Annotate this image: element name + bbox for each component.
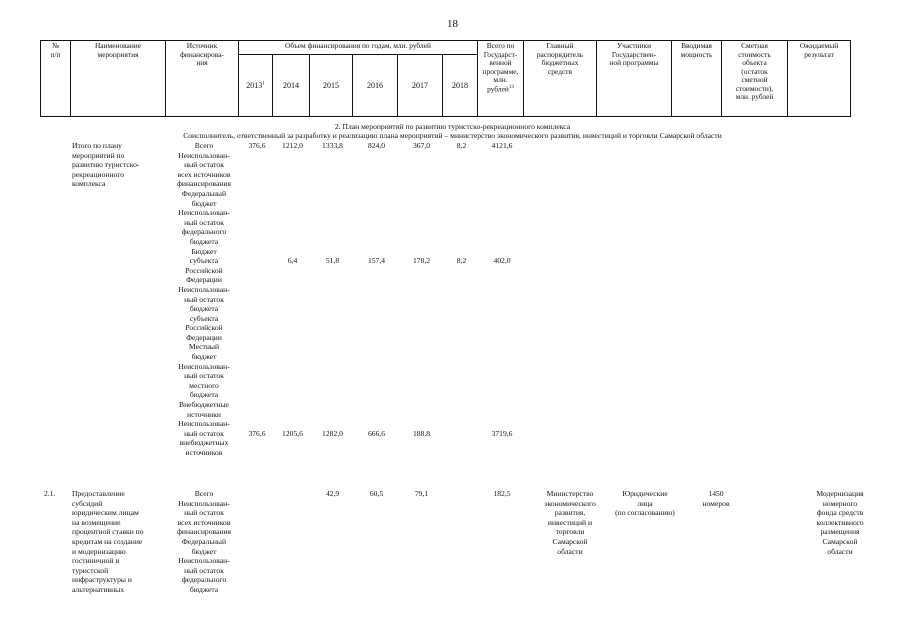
source-unused-local: Неиспользован- ный остаток местного бюджета (178, 361, 230, 400)
table-header (40, 40, 851, 117)
header-year-2017: 2017 (398, 55, 443, 117)
header-result: Ожидаемый результат (788, 41, 851, 117)
section-executor: Соисполнитель, ответственный за разработку и реализацию плана мероприятий – министерство экономического развития, инвестиций и торговли Самарской области (183, 131, 722, 140)
total-2013: 376,6 (248, 141, 266, 150)
total-2014: 1212,0 (282, 141, 303, 150)
source-extrabudget: Внебюджетные источники (179, 400, 229, 419)
header-admin: Главный распорядитель бюджетных средств (524, 41, 597, 117)
total-2017: 367,0 (412, 141, 431, 150)
total-2016: 824,0 (367, 141, 386, 150)
header-source: Источник финансирова- ния (166, 41, 239, 117)
regional-2015: 51,8 (325, 256, 340, 265)
source-unused-regional: Неиспользован- ный остаток бюджета субъекта Российской Федерации (178, 284, 230, 342)
extra-2014: 1205,6 (282, 429, 303, 438)
source-federal: Федеральный бюджет (181, 188, 227, 208)
item-2-1-num: 2.1. (44, 489, 56, 498)
total-sum: 4121,6 (491, 141, 513, 150)
item-2-1-name: Предоставление субсидий юридическим лицам на возмещение процентной ставки по кредитам на создание и модернизацию гостиничной и туристской инфраструктуры и альтернативных (72, 489, 144, 594)
header-participants: Участники Государствен- ной программы (597, 41, 672, 117)
regional-2014: 6,4 (287, 256, 298, 265)
regional-2017: 178,2 (412, 256, 431, 265)
item-2-1-result: Модернизация номерного фонда средств коллективного размещения Самарской области (816, 489, 864, 556)
source-local: Местный бюджет (188, 342, 220, 362)
header-year-2013: 2013$^1$ (239, 55, 273, 117)
extra-2013: 376,6 (248, 429, 266, 438)
total-2015: 1333,8 (322, 141, 343, 150)
header-total: Всего по Государст- венной программе, млн. рублей$^{13}$ (478, 41, 524, 117)
header-year-2018: 2018 (443, 55, 478, 117)
item-2-1-admin: Министерство экономического развития, инвестиций и торговли Самарской области (544, 489, 596, 556)
extra-2015: 1282,0 (322, 429, 343, 438)
total-2018: 8,2 (456, 141, 467, 150)
extra-2016: 666,6 (367, 429, 386, 438)
item-2-1-sum: 182,5 (493, 489, 511, 498)
item-2-1-capacity: 1450 номеров (702, 489, 730, 508)
header-name: Наименование мероприятия (71, 41, 166, 117)
page-number: 18 (447, 18, 458, 30)
header-year-2016: 2016 (353, 55, 398, 117)
source-unused-all: Неиспользован- ный остаток всех источников финансирования (177, 150, 231, 189)
source-unused-extrabudget: Неиспользован- ный остаток внебюджетных источников (178, 419, 230, 457)
header-num: № п/п (41, 41, 71, 117)
item-2-1-participants: Юридические лица (по согласованию) (615, 489, 675, 518)
item-2-1-sources: Всего Неиспользован- ный остаток всех источников финансирования Федеральный бюджет Неиспользован- ный остаток федерального бюджета (177, 489, 231, 594)
section-title: 2. План мероприятий по развитию туристско-рекреационного комплекса (334, 122, 571, 131)
extra-sum: 3719,6 (491, 429, 513, 438)
header-year-2014: 2014 (273, 55, 310, 117)
total-block-name: Итого по плану мероприятий по развитию туристско- рекреационного комплекса (72, 141, 140, 189)
extra-2017: 188,8 (412, 429, 431, 438)
item-2-1-2017: 79,1 (414, 489, 429, 498)
source-unused-federal: Неиспользован- ный остаток федерального бюджета (178, 208, 230, 246)
item-2-1-2015: 42,9 (325, 489, 340, 498)
regional-2016: 157,4 (367, 256, 386, 265)
regional-sum: 402,0 (493, 256, 511, 265)
total-block-sources (164, 141, 244, 458)
header-capacity: Вводимая мощность (672, 41, 722, 117)
header-estimate: Сметная стоимость объекта (остаток сметной стоимости), млн. рублей (722, 41, 788, 117)
source-regional: Бюджет субъекта Российской Федерации (185, 246, 223, 285)
header-funding-title: Объем финансирования по годам, млн. рублей (239, 41, 478, 55)
item-2-1-2016: 60,5 (369, 489, 384, 498)
header-year-2015: 2015 (310, 55, 353, 117)
source-total: Всего (194, 141, 214, 150)
regional-2018: 8,2 (456, 256, 467, 265)
